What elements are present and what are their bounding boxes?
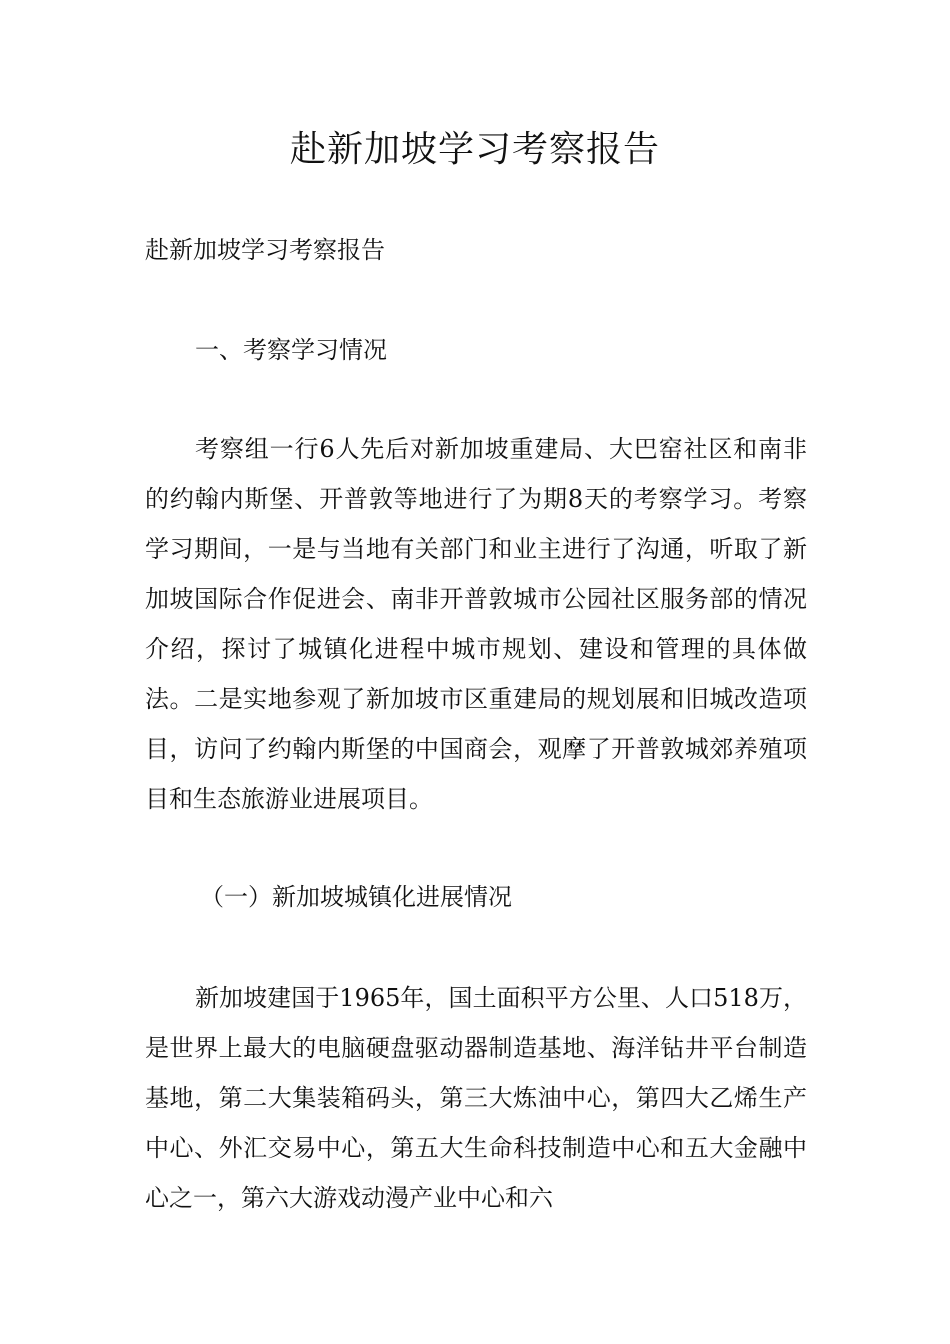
document-title: 赴新加坡学习考察报告 xyxy=(289,129,660,170)
section-paragraph: 考察组一行6人先后对新加坡重建局、大巴窑社区和南非的约翰内斯堡、开普敦等地进行了为期8天的考察学习。考察学习期间，一是与当地有关部门和业主进行了沟通，听取了新加坡国际合作促进会、南非开普敦城市公园社区服务部的情况介绍，探讨了城镇化进程中城市规划、建设和管理的具体做法。二是实地参观了新加坡市区重建局的规划展和旧城改造项目，访问了约翰内斯堡的中国商会，观摩了开普敦城郊养殖项目和生态旅游业进展项目。 xyxy=(145,435,807,813)
document-subtitle: 赴新加坡学习考察报告 xyxy=(145,236,385,264)
subsection-heading: （一）新加坡城镇化进展情况 xyxy=(200,883,512,911)
subsection-paragraph: 新加坡建国于1965年，国土面积平方公里、人口518万，是世界上最大的电脑硬盘驱动器制造基地、海洋钻井平台制造基地，第二大集装箱码头，第三大炼油中心，第四大乙烯生产中心、外汇交易中心，第五大生命科技制造中心和五大金融中心之一，第六大游戏动漫产业中心和六 xyxy=(145,984,807,1212)
section-heading: 一、考察学习情况 xyxy=(195,336,387,364)
